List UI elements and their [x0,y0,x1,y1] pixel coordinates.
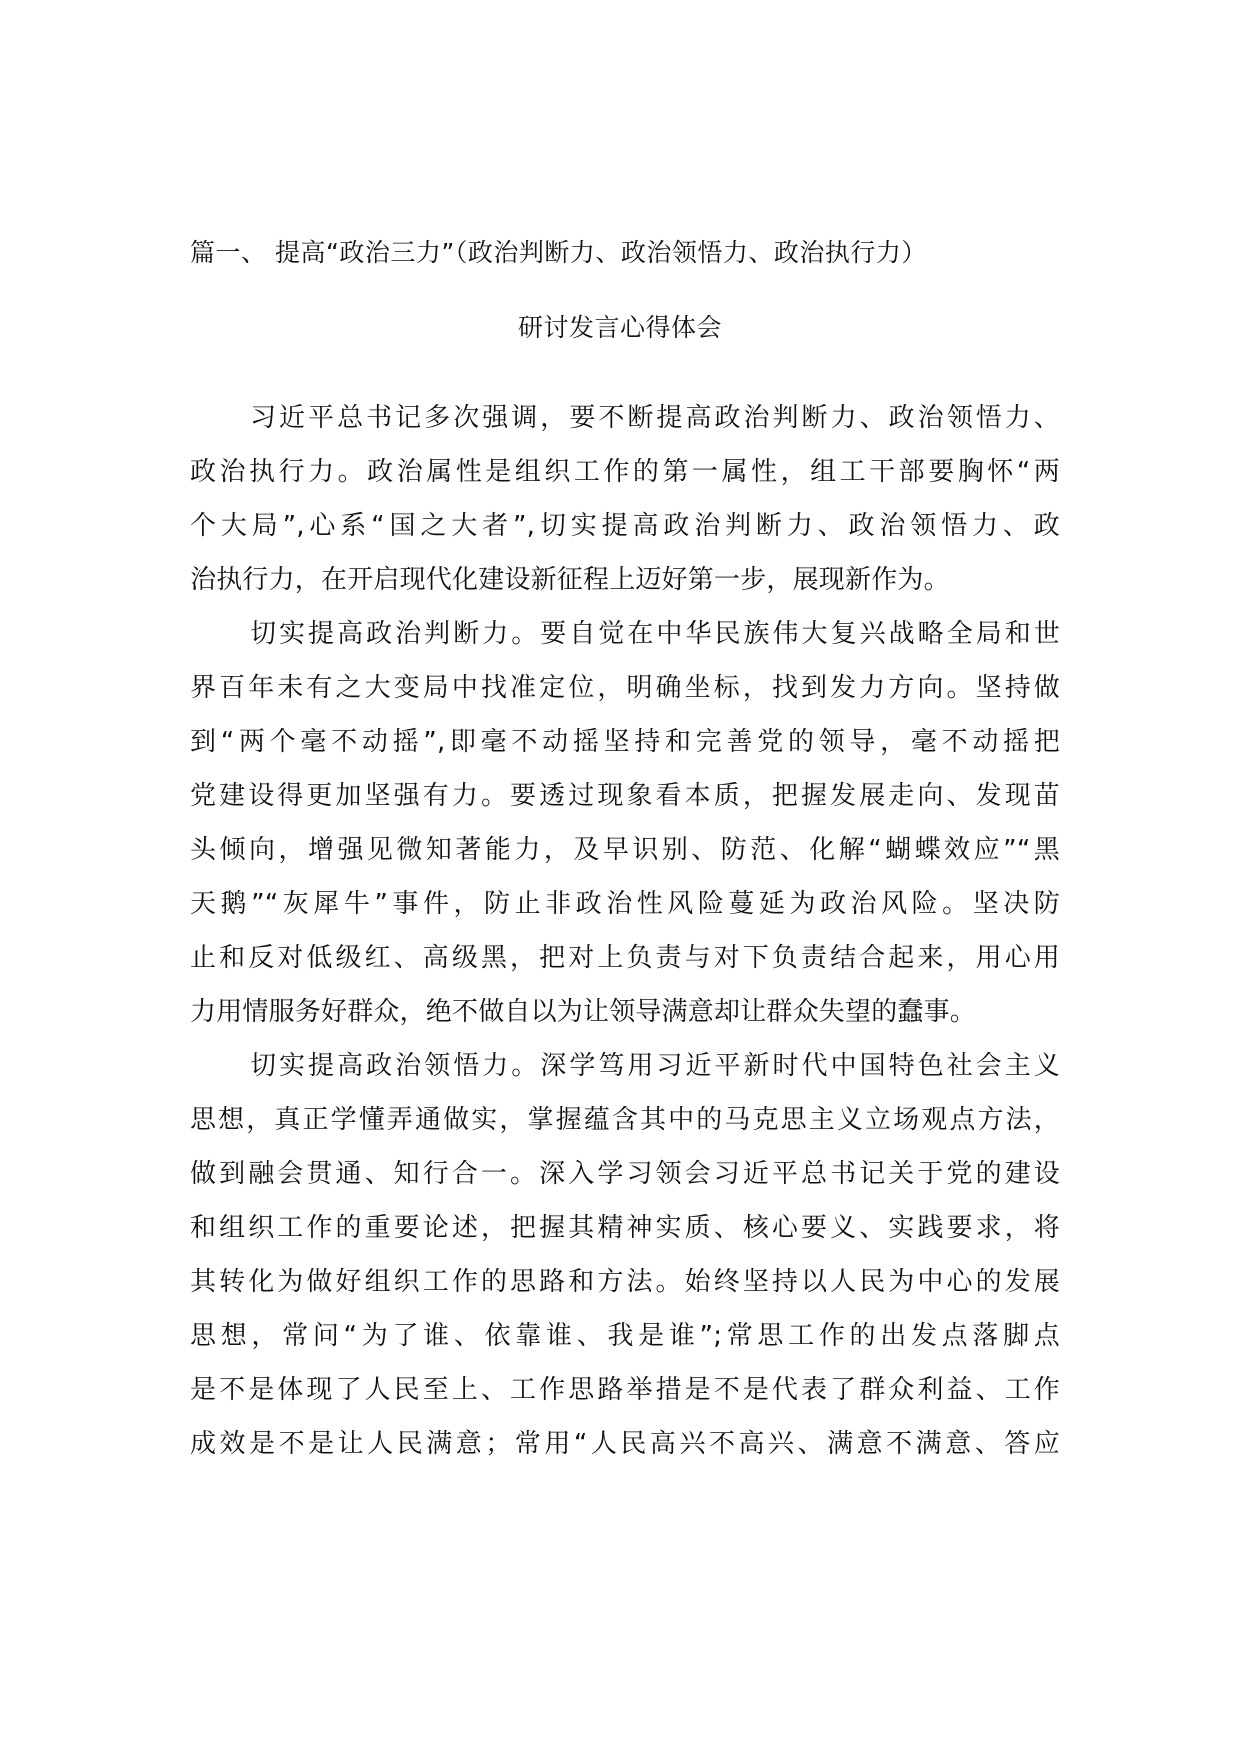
paragraph-3-line-2: 思想，真正学懂弄通做实，掌握蕴含其中的马克思主义立场观点方法， [190,1105,1060,1135]
paragraph-3-line-4: 和组织工作的重要论述，把握其精神实质、核心要义、实践要求，将 [190,1213,1060,1243]
paragraph-1-line-1: 习近平总书记多次强调，要不断提高政治判断力、政治领悟力、 [250,403,1060,433]
paragraph-2-line-3: 到“两个毫不动摇”,即毫不动摇坚持和完善党的领导，毫不动摇把 [190,727,1060,757]
paragraph-3-line-7: 是不是体现了人民至上、工作思路举措是不是代表了群众利益、工作 [190,1375,1060,1405]
paragraph-1-line-2: 政治执行力。政治属性是组织工作的第一属性，组工干部要胸怀“两 [190,457,1060,487]
paragraph-2-line-2: 界百年未有之大变局中找准定位，明确坐标，找到发力方向。坚持做 [190,673,1060,703]
paragraph-3-line-8: 成效是不是让人民满意；常用“人民高兴不高兴、满意不满意、答应 [190,1429,1060,1459]
paragraph-3-line-6: 思想，常问“为了谁、依靠谁、我是谁”;常思工作的出发点落脚点 [190,1321,1060,1351]
paragraph-1-line-3: 个大局”,心系“国之大者”,切实提高政治判断力、政治领悟力、政 [190,511,1060,541]
paragraph-3-line-3: 做到融会贯通、知行合一。深入学习领会习近平总书记关于党的建设 [190,1159,1060,1189]
paragraph-2-line-6: 天鹅”“灰犀牛”事件，防止非政治性风险蔓延为政治风险。坚决防 [190,889,1060,919]
document-title-line-2: 研讨发言心得体会 [517,313,722,342]
paragraph-2-line-8: 力用情服务好群众，绝不做自以为让领导满意却让群众失望的蠢事。 [190,997,977,1027]
paragraph-2-line-4: 党建设得更加坚强有力。要透过现象看本质，把握发展走向、发现苗 [190,781,1060,811]
paragraph-2-line-1: 切实提高政治判断力。要自觉在中华民族伟大复兴战略全局和世 [250,619,1060,649]
paragraph-2-line-7: 止和反对低级红、高级黑，把对上负责与对下负责结合起来，用心用 [190,943,1060,973]
paragraph-2-line-5: 头倾向，增强见微知著能力，及早识别、防范、化解“蝴蝶效应”“黑 [190,835,1060,865]
paragraph-1-line-4: 治执行力，在开启现代化建设新征程上迈好第一步，展现新作为。 [190,565,950,595]
paragraph-3-line-5: 其转化为做好组织工作的思路和方法。始终坚持以人民为中心的发展 [190,1267,1060,1297]
paragraph-3-line-1: 切实提高政治领悟力。深学笃用习近平新时代中国特色社会主义 [250,1051,1060,1081]
document-title-line-1: 篇一、 提高“政治三力”（政治判断力、政治领悟力、政治执行力） [190,238,927,267]
